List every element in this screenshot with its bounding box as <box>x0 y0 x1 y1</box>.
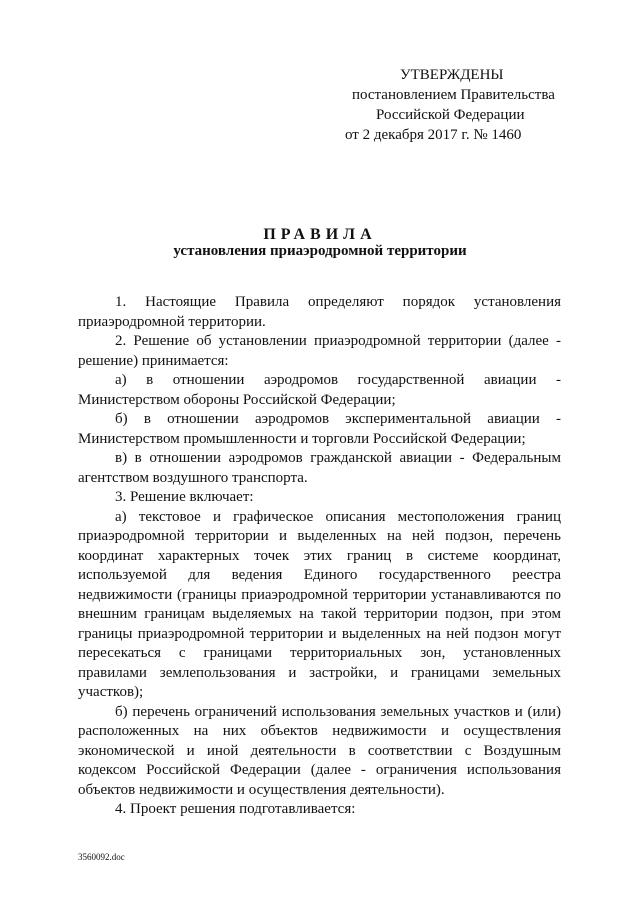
paragraph-2b: б) в отношении аэродромов экспериментальной авиации - Министерством промышленности и торговли Российской Федерации; <box>78 411 561 447</box>
paragraph-1: 1. Настоящие Правила определяют порядок установления приаэродромной территории. <box>78 294 561 330</box>
paragraph-3: 3. Решение включает: <box>115 489 254 505</box>
paragraph-3b: б) перечень ограничений использования земельных участков и (или) расположенных на них объектов недвижимости и осуществления экономической и иной деятельности в соответствии с Воздушным кодексом Российской Федерации (далее - ограничения использования объектов недвижимости и осуществления деятельности). <box>78 703 561 798</box>
paragraph-2a: а) в отношении аэродромов государственной авиации - Министерством обороны Российской Федерации; <box>78 372 561 408</box>
paragraph-4: 4. Проект решения подготавливается: <box>115 801 356 817</box>
approval-decree: постановлением Правительства <box>352 87 555 103</box>
document-subtitle: установления приаэродромной территории <box>173 243 467 259</box>
paragraph-2c: в) в отношении аэродромов гражданской авиации - Федеральным агентством воздушного транспорта. <box>78 450 561 486</box>
paragraph-3a: а) текстовое и графическое описания местоположения границ приаэродромной территории и выделенных на ней подзон, перечень координат характерных точек этих границ в системе координат, используемой для ведения Единого государственного реестра недвижимости (границы приаэродромной территории устанавливаются по внешним границам выделяемых на такой территории подзон, при этом границы приаэродромной территории и выделенных на ней подзон могут пересекаться с границами территориальных зон, установленных правилами землепользования и застройки, и границами земельных участков); <box>78 508 561 700</box>
paragraph-2: 2. Решение об установлении приаэродромной территории (далее - решение) принимается: <box>78 333 561 369</box>
document-title: ПРАВИЛА <box>263 226 377 243</box>
approval-date-number: от 2 декабря 2017 г. № 1460 <box>345 127 522 143</box>
file-name-footer: 3560092.doc <box>78 852 125 862</box>
document-body <box>78 293 561 820</box>
approval-title: УТВЕРЖДЕНЫ <box>400 67 504 83</box>
approval-government: Российской Федерации <box>376 107 525 123</box>
